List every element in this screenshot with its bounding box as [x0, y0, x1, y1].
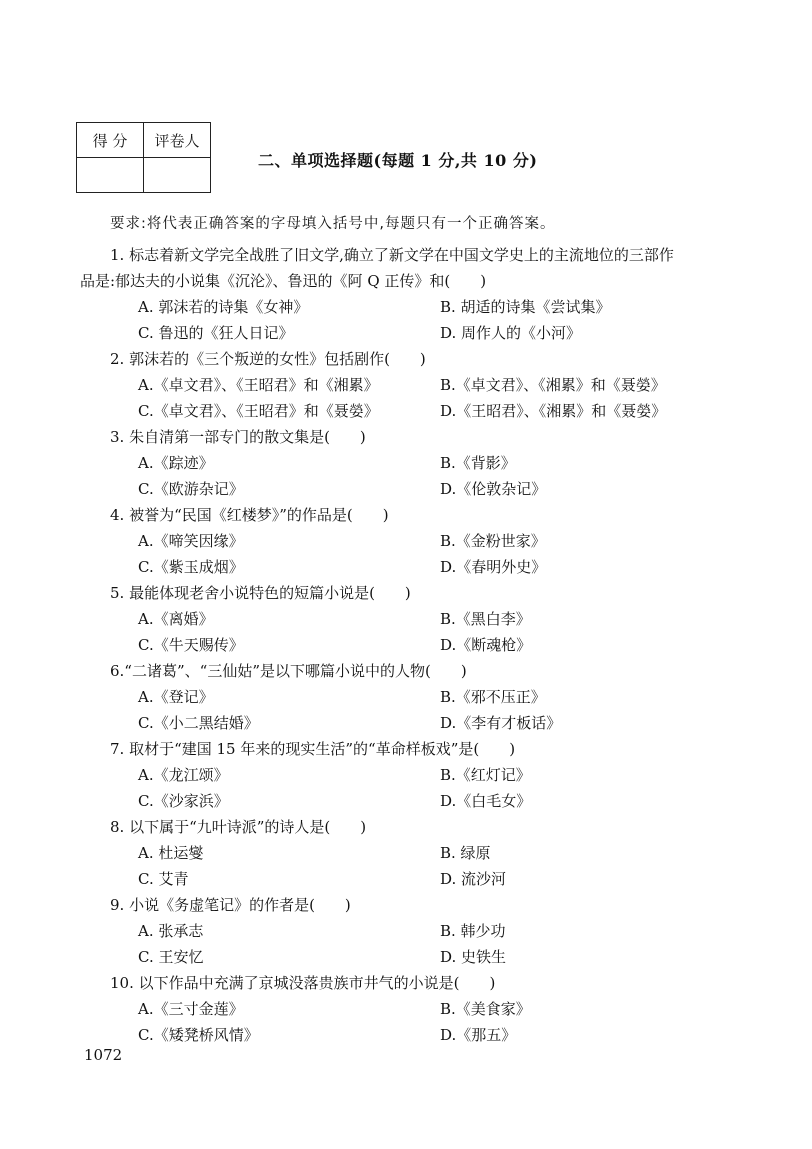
option-c: C.《紫玉成烟》 [138, 558, 244, 576]
option-a: A. 杜运燮 [138, 844, 204, 862]
option-b: B. 绿原 [440, 844, 491, 862]
option-a: A.《卓文君》、《王昭君》和《湘累》 [138, 376, 379, 394]
option-b: B.《金粉世家》 [440, 532, 546, 550]
option-c: C.《沙家浜》 [138, 792, 229, 810]
option-c: C.《欧游杂记》 [138, 480, 244, 498]
grader-label: 评卷人 [144, 123, 211, 158]
question-stem: 6.“二诸葛”、“三仙姑”是以下哪篇小说中的人物( ) [110, 662, 467, 680]
option-a: A.《三寸金莲》 [138, 1000, 244, 1018]
option-c: C. 鲁迅的《狂人日记》 [138, 324, 294, 342]
score-box [76, 122, 211, 193]
option-d: D.《那五》 [440, 1026, 517, 1044]
option-a: A.《离婚》 [138, 610, 214, 628]
grader-blank [144, 158, 211, 193]
option-c: C.《卓文君》、《王昭君》和《聂嫈》 [138, 402, 379, 420]
option-c: C.《小二黑结婚》 [138, 714, 259, 732]
option-b: B. 胡适的诗集《尝试集》 [440, 298, 611, 316]
question-stem: 10. 以下作品中充满了京城没落贵族市井气的小说是( ) [110, 974, 496, 992]
score-label: 得 分 [77, 123, 144, 158]
question-stem: 4. 被誉为“民国《红楼梦》”的作品是( ) [110, 506, 389, 524]
option-c: C. 王安忆 [138, 948, 204, 966]
question-stem: 1. 标志着新文学完全战胜了旧文学,确立了新文学在中国文学史上的主流地位的三部作 [110, 246, 674, 264]
option-c: C.《牛天赐传》 [138, 636, 244, 654]
option-d: D.《李有才板话》 [440, 714, 562, 732]
option-a: A.《登记》 [138, 688, 214, 706]
option-b: B.《邪不压正》 [440, 688, 546, 706]
option-d: D. 流沙河 [440, 870, 507, 888]
question-stem: 7. 取材于“建国 15 年来的现实生活”的“革命样板戏”是( ) [110, 740, 516, 758]
option-c: C. 艾青 [138, 870, 189, 888]
option-c: C.《矮凳桥风情》 [138, 1026, 259, 1044]
option-a: A.《踪迹》 [138, 454, 214, 472]
score-blank [77, 158, 144, 193]
option-b: B. 韩少功 [440, 922, 506, 940]
option-d: D.《白毛女》 [440, 792, 532, 810]
option-d: D.《伦敦杂记》 [440, 480, 547, 498]
question-stem: 3. 朱自清第一部专门的散文集是( ) [110, 428, 366, 446]
option-a: A.《啼笑因缘》 [138, 532, 244, 550]
option-a: A. 张承志 [138, 922, 204, 940]
section-title: 二、单项选择题(每题 1 分,共 10 分) [258, 151, 538, 170]
option-b: B.《卓文君》、《湘累》和《聂嫈》 [440, 376, 666, 394]
question-stem: 9. 小说《务虚笔记》的作者是( ) [110, 896, 351, 914]
option-b: B.《背影》 [440, 454, 516, 472]
option-d: D. 周作人的《小河》 [440, 324, 582, 342]
option-a: A. 郭沫若的诗集《女神》 [138, 298, 309, 316]
option-b: B.《红灯记》 [440, 766, 531, 784]
question-stem: 2. 郭沫若的《三个叛逆的女性》包括剧作( ) [110, 350, 426, 368]
instructions: 要求:将代表正确答案的字母填入括号中,每题只有一个正确答案。 [110, 216, 556, 232]
option-d: D.《王昭君》、《湘累》和《聂嫈》 [440, 402, 667, 420]
option-d: D. 史铁生 [440, 948, 507, 966]
option-d: D.《春明外史》 [440, 558, 547, 576]
option-d: D.《断魂枪》 [440, 636, 532, 654]
page-number: 1072 [84, 1046, 123, 1064]
option-a: A.《龙江颂》 [138, 766, 229, 784]
question-stem-continued: 品是:郁达夫的小说集《沉沦》、鲁迅的《阿 Q 正传》和( ) [80, 272, 487, 290]
option-b: B.《黑白李》 [440, 610, 531, 628]
question-stem: 8. 以下属于“九叶诗派”的诗人是( ) [110, 818, 367, 836]
option-b: B.《美食家》 [440, 1000, 531, 1018]
question-stem: 5. 最能体现老舍小说特色的短篇小说是( ) [110, 584, 411, 602]
